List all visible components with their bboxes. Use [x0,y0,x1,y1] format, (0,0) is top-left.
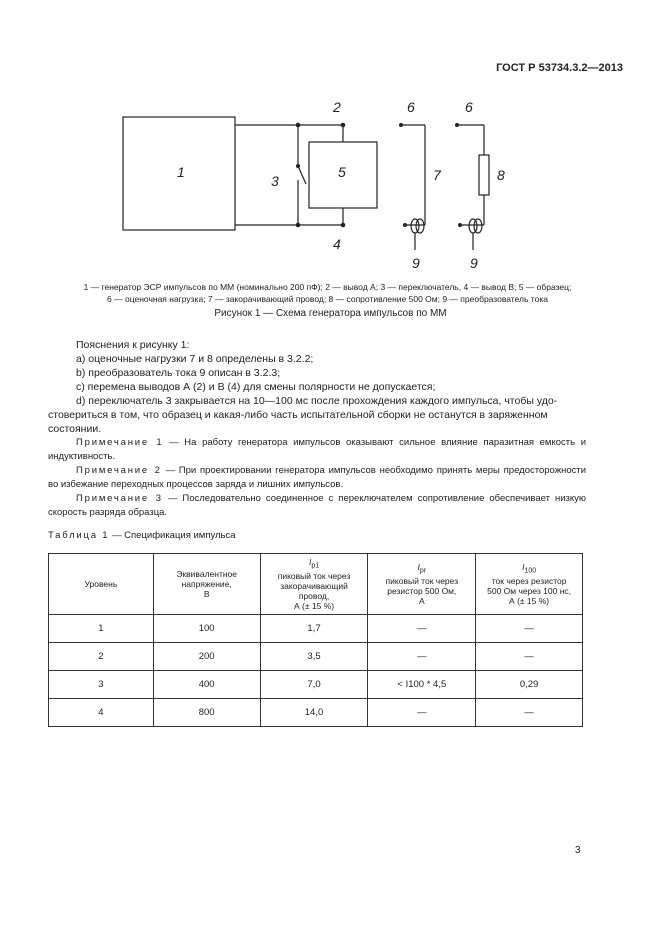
table-cell: 4 [49,699,154,727]
label-short-wire: 7 [433,167,441,183]
table-cell: — [368,643,476,671]
table-row [49,615,583,643]
label-resistor: 8 [497,167,505,183]
explanation-d-line-2: стовериться в том, что образец и какая-либо часть испытательной сборки не останутся в заряженном [48,409,548,421]
note-2 [48,464,586,492]
note-1 [48,436,586,464]
table-title [48,530,236,541]
explanation-a: а) оценочные нагрузки 7 и 8 определены в 3.2.2; [76,353,314,365]
figure-legend-line-1: 1 — генератор ЭСР импульсов по ММ (номинально 200 пФ); 2 — вывод А; 3 — переключатель, 4 — вывод В; 5 — образец; [83,282,572,292]
table-cell: — [476,699,583,727]
note-3-label: Примечание 3 [76,493,163,504]
header-level: Уровень [49,554,154,615]
table-cell: — [368,615,476,643]
header-voltage: Эквивалентное напряжение, В [153,554,260,615]
table-title-label: Таблица 1 [48,530,110,541]
label-load-2: 6 [465,99,473,115]
table-cell: 100 [153,615,260,643]
label-sample: 5 [338,164,346,180]
table-cell: 7,0 [260,671,368,699]
label-load: 6 [407,99,415,115]
table-cell: 2 [49,643,154,671]
header-i100: $I_{100}$ ток через резистор 500 Ом через 100 нс, А (± 15 %) [476,554,583,615]
table-cell: 1 [49,615,154,643]
pulse-spec-table [48,553,583,727]
explanation-b: b) преобразователь тока 9 описан в 3.2.3; [76,367,281,379]
table-title-text: — Спецификация импульса [109,530,236,541]
table-cell: — [476,643,583,671]
table-cell: 800 [153,699,260,727]
label-current-probe: 9 [412,255,420,271]
explanation-c: с) перемена выводов А (2) и В (4) для смены полярности не допускается; [76,381,436,393]
header-ip1: $I_{p1}$ пиковый ток через закорачивающий провод, А (± 15 %) [260,554,368,615]
table-cell: 14,0 [260,699,368,727]
table-cell: < I100 * 4,5 [368,671,476,699]
figure-legend-line-2: 6 — оценочная нагрузка; 7 — закорачивающий провод; 8 — сопротивление 500 Ом; 9 — преобразователь тока [107,294,548,304]
header-ipr: $I_{pr}$ пиковый ток через резистор 500 Ом, А [368,554,476,615]
explanation-d-line-1: d) переключатель 3 закрывается на 10—100 мс после прохождения каждого импульса, чтобы удо- [76,395,558,407]
table-cell: 3,5 [260,643,368,671]
page-number: 3 [575,845,581,856]
label-terminal-a: 2 [333,99,341,115]
table-cell: 3 [49,671,154,699]
table-cell: 1,7 [260,615,368,643]
note-2-text: — При проектировании генератора импульсов необходимо принять меры предосторожности во избежание переходных процессов заряда и лишних импульсов. [48,465,587,490]
resistor-box [479,155,489,195]
table-cell: 0,29 [476,671,583,699]
label-switch: 3 [271,173,279,189]
note-1-label: Примечание 1 [76,437,164,448]
switch-blade [298,166,306,184]
explanations-title: Пояснения к рисунку 1: [76,339,190,351]
table-header-row [49,554,583,615]
table-row [49,643,583,671]
note-2-label: Примечание 2 [76,465,162,476]
label-current-probe-2: 9 [470,255,478,271]
table-cell: — [476,615,583,643]
table-row [49,699,583,727]
note-1-text: — На работу генератора импульсов оказывают сильное влияние паразитная емкость и индуктивность. [48,437,586,462]
explanation-d-line-3: состоянии. [48,423,102,435]
table-cell: 400 [153,671,260,699]
label-terminal-b: 4 [333,236,341,252]
note-3 [48,492,586,520]
table-cell: 200 [153,643,260,671]
figure-caption: Рисунок 1 — Схема генератора импульсов по ММ [214,308,447,319]
table-row [49,671,583,699]
note-3-text: — Последовательно соединенное с переключателем сопротивление обеспечивает низкую скорость разряда образца. [48,493,586,518]
table-cell: — [368,699,476,727]
circuit-diagram [0,0,661,290]
document-code: ГОСТ Р 53734.3.2—2013 [496,62,623,74]
label-generator: 1 [177,164,185,180]
